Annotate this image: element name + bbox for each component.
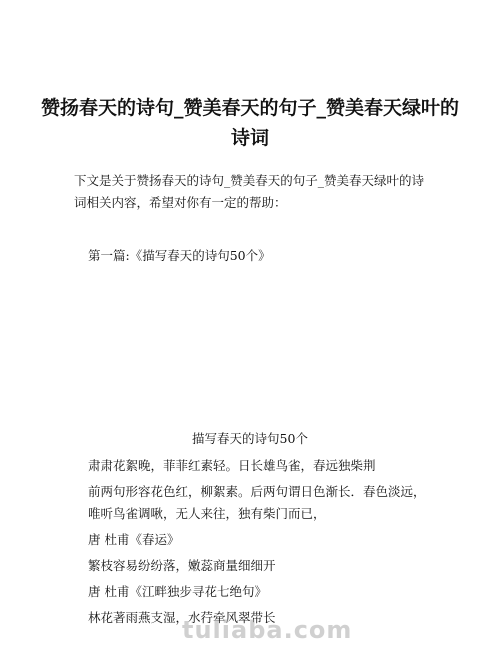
poem-lines-list (88, 455, 433, 633)
poem-line: 前两句形容花色红，柳絮素。后两句谓日色渐长．春色淡远，唯听鸟雀调啾，无人来往，独有柴门而已， (88, 484, 426, 521)
poem-line: 肃肃花絮晚，菲菲红素轻。日长雄鸟雀，春远独柴荆 (88, 458, 376, 473)
poem-line: 唐 杜甫《江畔独步寻花七绝句》 (88, 584, 267, 599)
document-title: 赞扬春天的诗句_赞美春天的句子_赞美春天绿叶的诗词 (40, 97, 459, 149)
chapter-heading: 第一篇:《描写春天的诗句50个》 (88, 248, 271, 263)
intro-paragraph: 下文是关于赞扬春天的诗句_赞美春天的句子_赞美春天绿叶的诗词相关内容，希望对你有一定的帮助： (74, 173, 425, 210)
watermark: tuliaba.com (182, 616, 353, 644)
section-heading: 描写春天的诗句50个 (192, 431, 308, 446)
poem-line: 林花著雨燕支湿，水荇牵风翠带长 (88, 610, 276, 625)
poem-line: 唐 杜甫《春运》 (88, 532, 180, 547)
poem-line: 繁枝容易纷纷落，嫩蕊商量细细开 (88, 558, 276, 573)
